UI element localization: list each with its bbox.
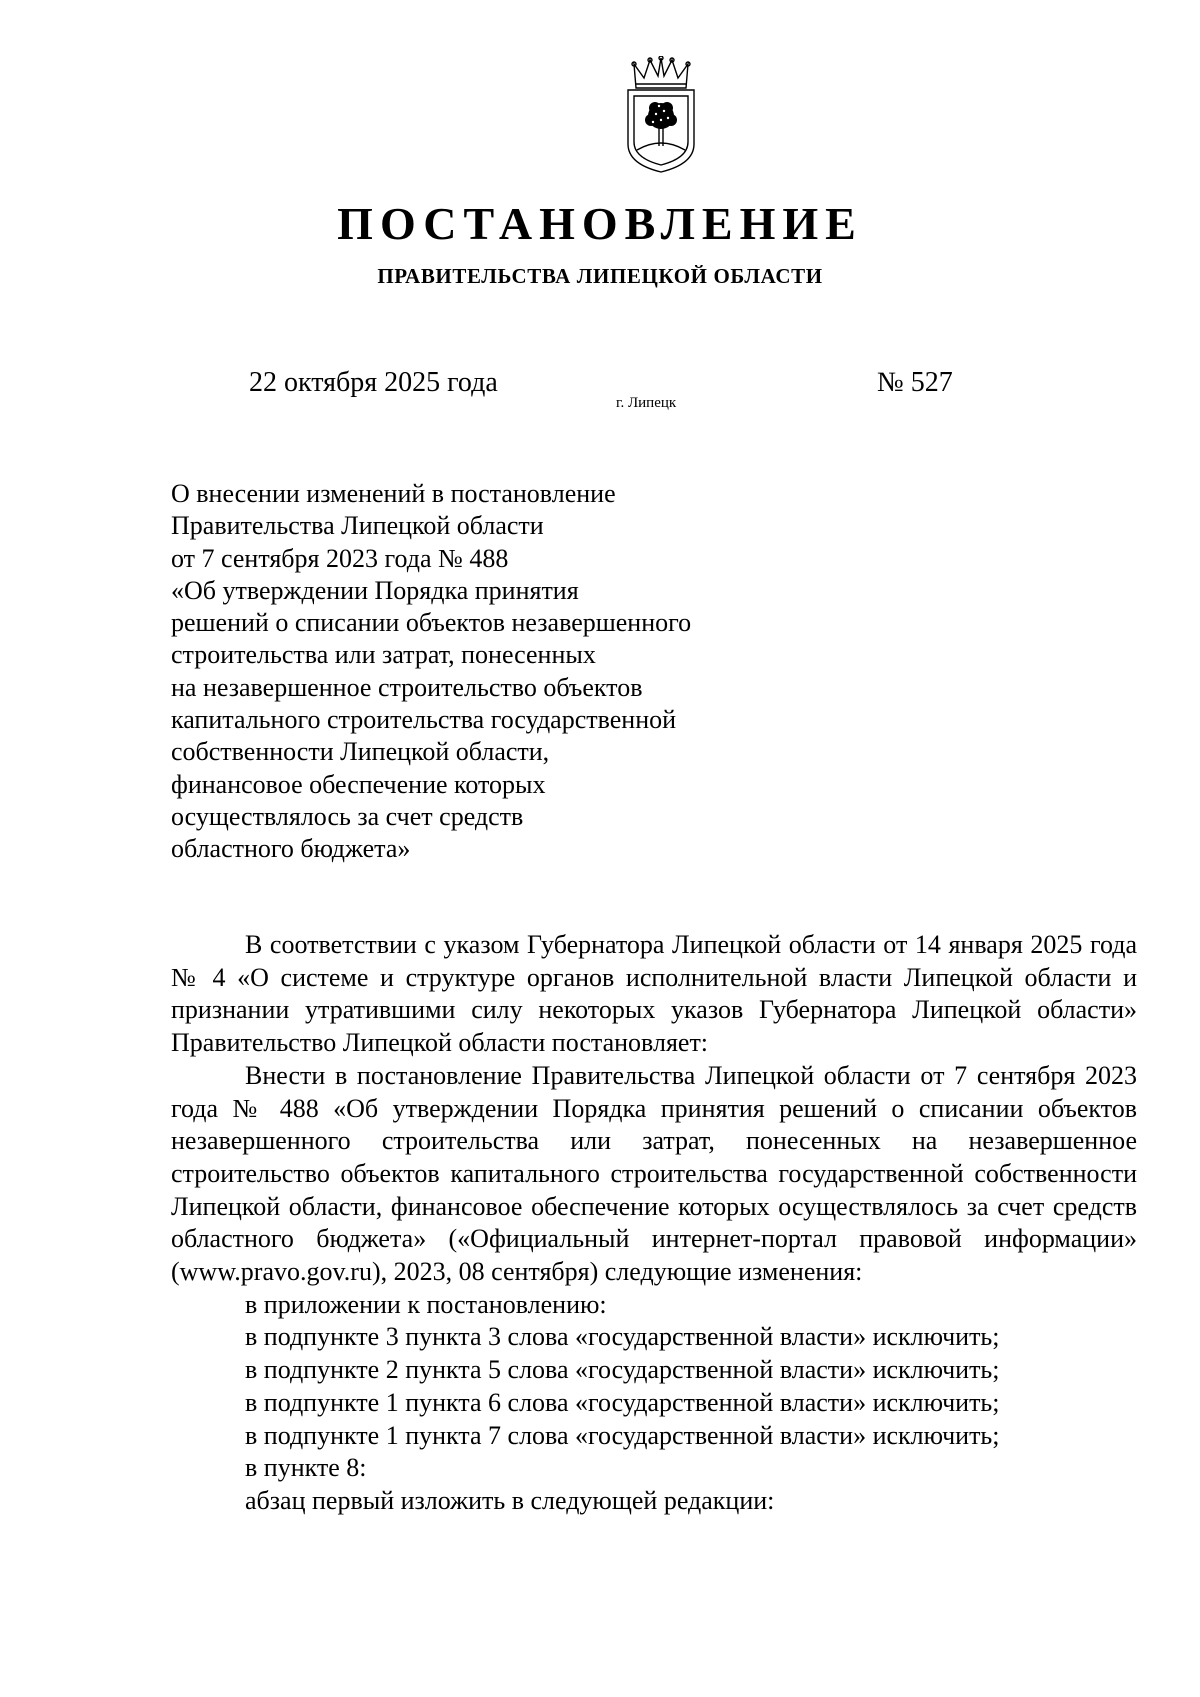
subject-line: собственности Липецкой области, <box>171 737 550 767</box>
subject-line: на незавершенное строительство объектов <box>171 672 643 702</box>
amendment-item: в приложении к постановлению: <box>245 1289 607 1319</box>
body-paragraph: Внести в постановление Правительства Липецкой области от 7 сентября 2023 года № 488 «Об утверждении Порядка принятия решений о списании объектов незавершенного строительства или затрат, понесенных на незавершенное строительство объектов капитального строительства государственной собственности Липецкой области, финансовое обеспечение которых осуществлялось за счет средств областного бюджета» («Официальный интернет-портал правовой информации» (www.pravo.gov.ru), 2023, 08 сентября) следующие изменения: <box>171 1060 1137 1287</box>
subject-line: областного бюджета» <box>171 834 411 864</box>
amendment-item: в подпункте 3 пункта 3 слова «государственной власти» исключить; <box>245 1322 1000 1352</box>
coat-of-arms-emblem <box>622 56 700 174</box>
document-date: 22 октября 2025 года <box>249 367 498 398</box>
subject-line: осуществлялось за счет средств <box>171 801 524 831</box>
subject-line: капитального строительства государственной <box>171 705 677 735</box>
subject-line: «Об утверждении Порядка принятия <box>171 575 579 605</box>
document-city: г. Липецк <box>616 395 677 411</box>
document-subject <box>171 478 811 866</box>
body-paragraph: В соответствии с указом Губернатора Липецкой области от 14 января 2025 года № 4 «О системе и структуре органов исполнительной власти Липецкой области и признании утратившими силу некоторых указов Губернатора Липецкой области» Правительство Липецкой области постановляет: <box>171 930 1137 1058</box>
document-body <box>171 929 1137 1518</box>
subject-line: решений о списании объектов незавершенного <box>171 608 692 638</box>
amendment-item: в подпункте 1 пункта 6 слова «государственной власти» исключить; <box>245 1387 1000 1417</box>
subject-line: О внесении изменений в постановление <box>171 479 616 508</box>
amendment-item: в пункте 8: <box>245 1453 367 1483</box>
issuing-authority: ПРАВИТЕЛЬСТВА ЛИПЕЦКОЙ ОБЛАСТИ <box>377 264 823 288</box>
subject-line: строительства или затрат, понесенных <box>171 640 596 670</box>
amendment-item: в подпункте 1 пункта 7 слова «государственной власти» исключить; <box>245 1420 1000 1450</box>
amendment-item: абзац первый изложить в следующей редакции: <box>245 1485 775 1515</box>
document-title: ПОСТАНОВЛЕНИЕ <box>337 198 863 249</box>
subject-line: от 7 сентября 2023 года № 488 <box>171 543 509 573</box>
document-number: № 527 <box>877 367 953 398</box>
amendment-item: в подпункте 2 пункта 5 слова «государственной власти» исключить; <box>245 1355 1000 1385</box>
subject-line: финансовое обеспечение которых <box>171 769 546 799</box>
subject-line: Правительства Липецкой области <box>171 511 544 541</box>
